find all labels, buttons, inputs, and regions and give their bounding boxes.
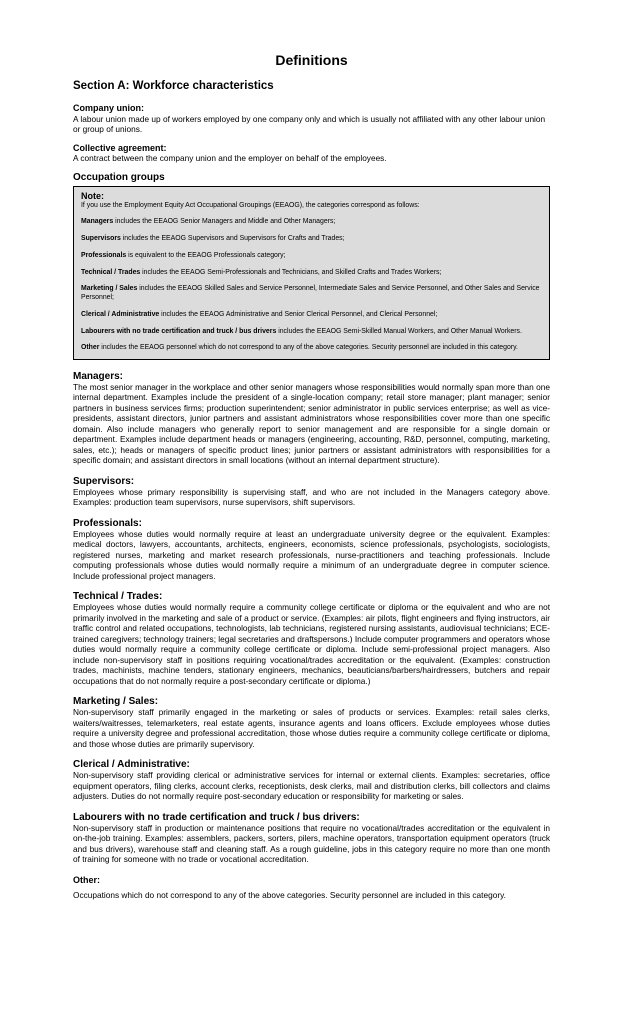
note-items <box>81 218 542 353</box>
definition-heading: Technical / Trades: <box>73 591 163 603</box>
definition-text: Non-supervisory staff in production or maintenance positions that require no vocational/trades accreditation or the equivalent in on-the-job training. Examples: assemblers, packers, sorters, pilers, machine operators, transportation equipment operators (truck and bus drivers), warehouse staff and cleaning staff. As a rough guideline, jobs in this category require no more than one month of training for someone with no trade or vocational accreditation. <box>73 822 550 865</box>
note-item-text: includes the EEAOG Supervisors and Supervisors for Crafts and Trades; <box>120 235 345 243</box>
collective-agreement-block <box>73 143 550 164</box>
note-item <box>81 311 542 320</box>
definition-text: Non-supervisory staff primarily engaged in the marketing or sales of products or services. Examples: retail sales clerks, waiters/waitresses, telemarketers, real estate agents, insurance agents and loans officers. Exclude employees whose duties require a university degree and professional accreditation, those whose duties require a community college certificate or diploma, and those whose duties are primarily supervisory. <box>73 707 550 749</box>
definition-item <box>73 812 550 865</box>
definition-other <box>73 875 550 901</box>
section-title: Section A: Workforce characteristics <box>73 80 274 92</box>
note-item <box>81 344 542 353</box>
note-item-term: Marketing / Sales <box>81 285 138 293</box>
definition-heading: Supervisors: <box>73 475 135 487</box>
note-heading: Note: <box>81 190 104 201</box>
note-item-text: includes the EEAOG Semi-Skilled Manual Workers, and Other Manual Workers. <box>276 327 522 335</box>
definition-item <box>73 759 550 802</box>
definitions-list <box>73 371 550 865</box>
note-item <box>81 269 542 278</box>
document-page <box>73 52 550 911</box>
definition-item <box>73 591 550 686</box>
note-item-term: Professionals <box>81 251 127 259</box>
note-item-term: Supervisors <box>81 235 121 243</box>
note-item-text: includes the EEAOG personnel which do not correspond to any of the above categories. Security personnel are included in this category. <box>99 344 518 352</box>
note-item-text: includes the EEAOG Administrative and Senior Clerical Personnel, and Clerical Personnel; <box>159 310 438 318</box>
note-item-term: Clerical / Administrative <box>81 310 160 318</box>
definition-heading: Labourers with no trade certification and truck / bus drivers: <box>73 811 360 823</box>
definition-heading: Marketing / Sales: <box>73 696 159 708</box>
collective-agreement-text: A contract between the company union and the employer on behalf of the employees. <box>73 153 387 163</box>
note-item <box>81 328 542 337</box>
collective-agreement-heading: Collective agreement: <box>73 142 167 153</box>
definition-text: The most senior manager in the workplace and other senior managers whose responsibilities would normally span more than one internal department. Examples include the president of a single-location company; retail store manager; plant manager; senior partners in business services firms; production superintendent; senior administrator in public services enterprise; as well as vice-presidents, assistant directors, junior partners and assistant administrators whose responsibilities cover more than one specific domain. Also include managers who generally report to senior management and are responsible for a single domain or department. Examples include department heads or managers (engineering, accounting, R&D, personnel, computing, marketing, sales, etc.); heads or managers of specific product lines; junior partners or assistant administrators with responsibilities for a specific domain; and assistant directors in small locations (without an internal department structure). <box>73 381 550 466</box>
note-item-term: Labourers with no trade certification and truck / bus drivers <box>81 327 277 335</box>
note-item <box>81 218 542 227</box>
note-item-term: Technical / Trades <box>81 268 141 276</box>
occupation-groups-heading: Occupation groups <box>73 171 165 183</box>
note-intro: If you use the Employment Equity Act Occupational Groupings (EEAOG), the categories correspond as follows: <box>81 201 420 209</box>
note-item-text: includes the EEAOG Senior Managers and Middle and Other Managers; <box>113 218 336 226</box>
page-title: Definitions <box>275 52 348 68</box>
definition-text: Employees whose duties would normally require at least an undergraduate university degree or the equivalent. Examples: medical doctors, lawyers, accountants, architects, engineers, economists, science professionals, psychologists, sociologists, registered nurses, marketing and market research professionals, nurse-practitioners and teaching professionals. Include computing professionals whose duties would normally require a minimum of an undergraduate degree in computer science. Include professional project managers. <box>73 528 550 581</box>
definition-heading: Clerical / Administrative: <box>73 759 190 771</box>
note-item <box>81 252 542 261</box>
note-item-text: includes the EEAOG Skilled Sales and Service Personnel, Intermediate Sales and Service Personnel, and Other Sales and Service Personnel; <box>81 285 540 301</box>
company-union-block <box>73 103 550 135</box>
definition-text: Employees whose primary responsibility is supervising staff, and who are not included in the Managers category above. Examples: production team supervisors, nurse supervisors, shift supervisors. <box>73 486 550 508</box>
company-union-heading: Company union: <box>73 103 144 113</box>
note-box <box>73 186 550 360</box>
definition-item <box>73 371 550 466</box>
other-text: Occupations which do not correspond to any of the above categories. Security personnel are included in this category. <box>73 890 506 901</box>
note-item-term: Other <box>81 344 100 352</box>
definition-heading: Managers: <box>73 370 124 382</box>
note-item <box>81 285 542 302</box>
note-item-text: includes the EEAOG Semi-Professionals and Technicians, and Skilled Crafts and Trades Workers; <box>140 268 442 276</box>
definition-text: Non-supervisory staff providing clerical or administrative services for internal or external clients. Examples: secretaries, office equipment operators, filing clerks, account clerks, receptionists, desk clerks, mail and distribution clerks, bill collectors and claims adjusters. Duties do not normally require post-secondary education or responsibility for marketing or sales. <box>73 770 550 802</box>
definition-text: Employees whose duties would normally require a community college certificate or diploma or the equivalent and who are not primarily involved in the marketing and sale of a product or service. (Examples: air pilots, flight engineers and flying instructors, air traffic control and related occupations, technologists, lab technicians, registered nursing assistants, audiovisual technicians; ECE-trained caregivers; technology trainers; legal secretaries and draftspersons.) Include computer programmers and operators whose duties would normally require a community college certificate or diploma. Include semi-professional project managers. Also include non-supervisory staff in positions requiring vocational/trades accreditation or the equivalent. (Examples: construction trades, machinists, machine tenders, stationary engineers, mechanics, beauticians/barbers/hairdressers, butchers and repair occupations that do not normally require a post-secondary certificate or diploma.) <box>73 602 550 686</box>
note-item-term: Managers <box>81 218 114 226</box>
definition-item <box>73 696 550 749</box>
company-union-text: A labour union made up of workers employed by one company only and which is usually not affiliated with any other labour union or group of unions. <box>73 113 546 134</box>
other-heading: Other: <box>73 874 100 885</box>
note-item-text: is equivalent to the EEAOG Professionals category; <box>126 251 286 259</box>
definition-item <box>73 476 550 508</box>
definition-heading: Professionals: <box>73 517 142 529</box>
note-item <box>81 235 542 244</box>
definition-item <box>73 518 550 582</box>
